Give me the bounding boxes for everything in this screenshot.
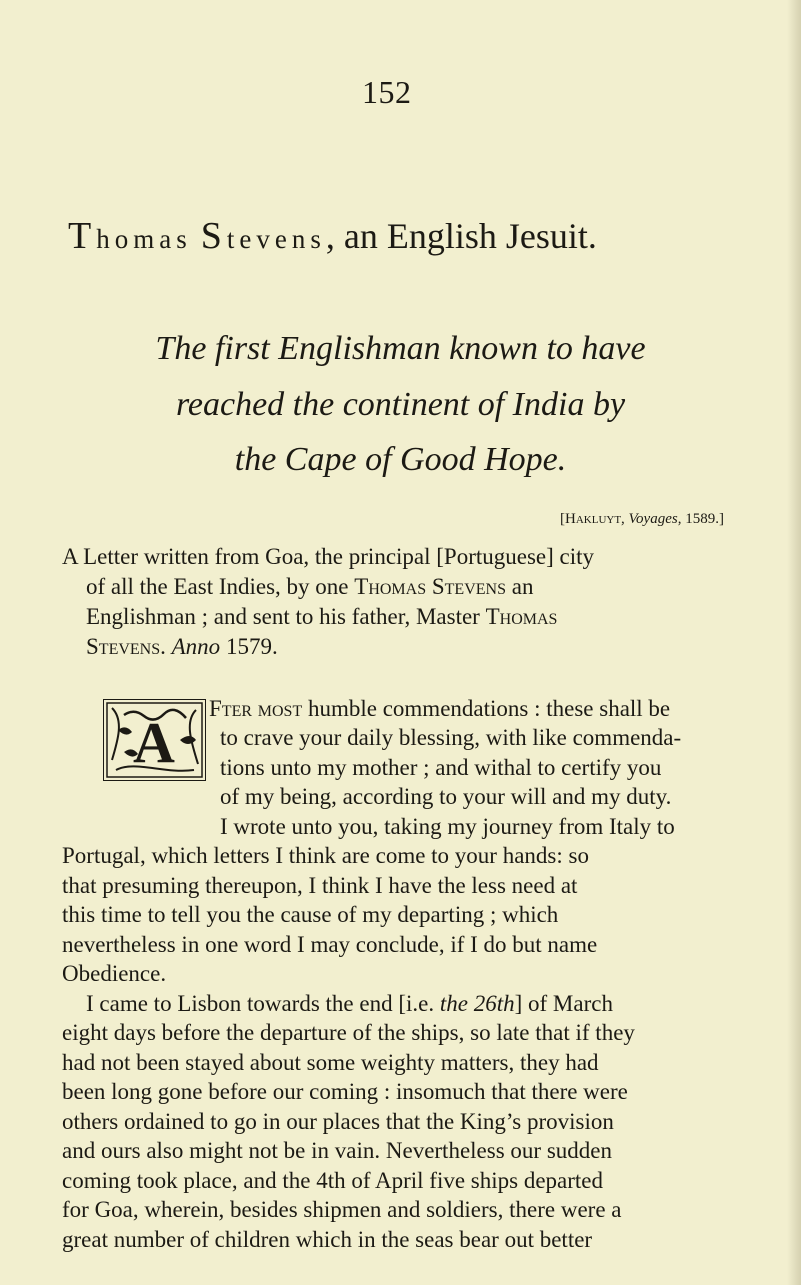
letter-line-18: for Goa, wherein, besides shipmen and soldiers, there were a bbox=[62, 1197, 622, 1222]
title-first-rest: homas bbox=[96, 224, 192, 254]
intro-line-4-year: 1579. bbox=[220, 634, 278, 659]
intro-line-4-b: . bbox=[160, 634, 172, 659]
intro-line-2-a: of all the East Indies, by one bbox=[86, 574, 355, 599]
subtitle-line-3: the Cape of Good Hope. bbox=[234, 441, 567, 478]
source-author: Hakluyt bbox=[565, 511, 622, 527]
subtitle-line-2: reached the continent of India by bbox=[175, 386, 626, 423]
intro-line-4 bbox=[86, 632, 278, 662]
letter-line-13: had not been stayed about some weighty matters, they had bbox=[62, 1050, 599, 1075]
intro-line-2-name: Thomas Stevens bbox=[354, 574, 506, 599]
decorated-initial-art bbox=[104, 700, 205, 780]
intro-line-3 bbox=[86, 602, 557, 632]
intro-line-4-anno: Anno bbox=[171, 634, 221, 659]
source-sep: , bbox=[621, 511, 629, 527]
letter-line-9: nevertheless in one word I may conclude, if I do but name bbox=[62, 932, 598, 957]
page-number: 152 bbox=[362, 74, 412, 110]
source-citation bbox=[560, 511, 724, 528]
letter-line-2: to crave your daily blessing, with like commenda- bbox=[220, 725, 682, 750]
initial-letter: A bbox=[133, 710, 175, 775]
intro-line-2 bbox=[86, 572, 533, 602]
letter-line-15: others ordained to go in our places that the King’s provision bbox=[62, 1109, 614, 1134]
letter-line-3: tions unto my mother ; and withal to certify you bbox=[220, 755, 662, 780]
intro-line-3-a: Englishman ; and sent to his father, Master bbox=[86, 604, 486, 629]
intro-line-1: A Letter written from Goa, the principal [Portuguese] city bbox=[62, 544, 595, 569]
source-year: , 1589.] bbox=[677, 511, 724, 527]
title-last-initial: S bbox=[200, 215, 227, 257]
letter-line-1-sc: Fter most bbox=[209, 696, 303, 721]
title-first-initial: T bbox=[68, 215, 97, 257]
intro-line-4-name: Stevens bbox=[86, 634, 161, 659]
letter-line-11-b: ] of March bbox=[514, 991, 613, 1016]
letter-line-1-rest: humble commendations : these shall be bbox=[302, 696, 671, 721]
letter-line-1 bbox=[209, 694, 670, 724]
title-last-rest: tevens bbox=[226, 224, 326, 254]
page-edge-shadow bbox=[787, 0, 801, 1285]
letter-line-16: and ours also might not be in vain. Nevertheless our sudden bbox=[62, 1138, 612, 1163]
source-open: [ bbox=[560, 511, 565, 527]
title-first-name bbox=[68, 216, 192, 256]
letter-line-17: coming took place, and the 4th of April five ships departed bbox=[62, 1168, 604, 1193]
title-rest: , an English Jesuit. bbox=[325, 216, 597, 256]
subtitle-line-1: The first Englishman known to have bbox=[155, 330, 646, 367]
letter-line-12: eight days before the departure of the ships, so late that if they bbox=[62, 1020, 635, 1045]
letter-line-7: that presuming thereupon, I think I have the less need at bbox=[62, 873, 578, 898]
letter-line-10: Obedience. bbox=[62, 961, 167, 986]
decorated-initial bbox=[103, 699, 206, 781]
letter-line-6: Portugal, which letters I think are come to your hands: so bbox=[62, 843, 589, 868]
letter-line-19: great number of children which in the seas bear out better bbox=[62, 1227, 593, 1252]
letter-line-8: this time to tell you the cause of my departing ; which bbox=[62, 902, 559, 927]
letter-line-14: been long gone before our coming : insomuch that there were bbox=[62, 1079, 628, 1104]
letter-line-11-a: I came to Lisbon towards the end [i.e. bbox=[86, 991, 440, 1016]
intro-line-2-b: an bbox=[505, 574, 534, 599]
title-last-name bbox=[201, 216, 326, 256]
letter-line-5: I wrote unto you, taking my journey from Italy to bbox=[220, 814, 675, 839]
letter-line-4: of my being, according to your will and my duty. bbox=[220, 784, 672, 809]
intro-line-3-name: Thomas bbox=[485, 604, 558, 629]
chapter-title bbox=[68, 214, 768, 258]
letter-line-11-em: the 26th bbox=[439, 991, 515, 1016]
source-work: Voyages bbox=[628, 511, 678, 527]
letter-line-11 bbox=[86, 989, 613, 1019]
